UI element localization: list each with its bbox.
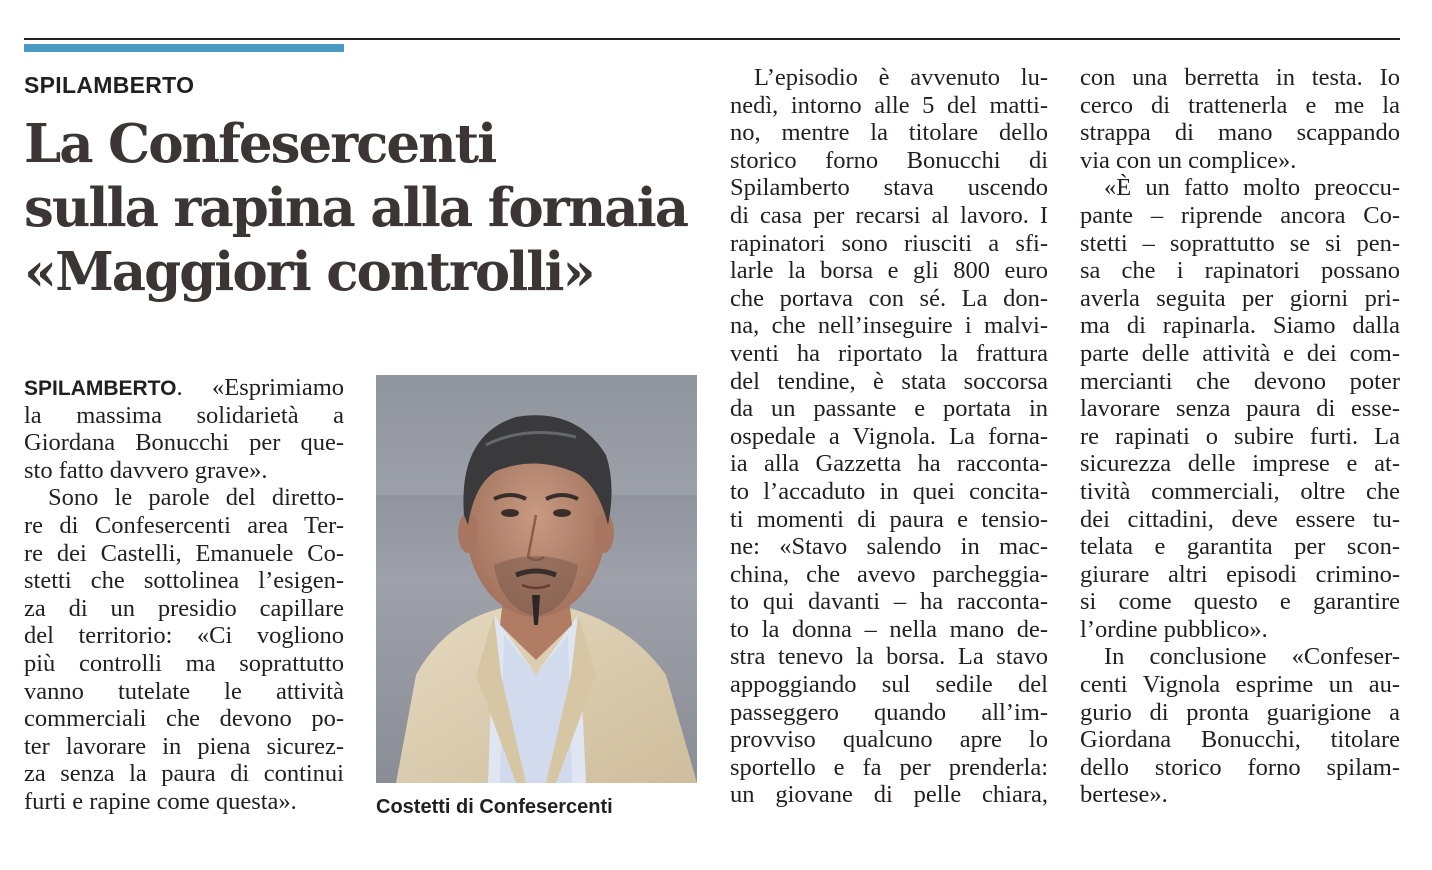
text-line: sicurezza delle imprese e at- — [1080, 450, 1400, 478]
text-line: Sono le parole del diretto- — [48, 484, 344, 512]
text-line: l’ordine pubblico». — [1080, 615, 1268, 643]
text-line: Giordana Bonucchi per que- — [24, 429, 344, 457]
article-column-1 — [24, 374, 344, 816]
portrait-illustration — [376, 375, 697, 783]
text-line: re rapinati o subire furti. La — [1080, 422, 1400, 450]
headline — [24, 112, 714, 304]
text-line: sportello e fa per prenderla: — [730, 753, 1048, 781]
text-line: L’episodio è avvenuto lu- — [754, 64, 1048, 91]
headline-line-3: «Maggiori controlli» — [24, 241, 594, 303]
text-line: pante – riprende ancora Co- — [1080, 201, 1400, 229]
text-line: cerco di trattenerla e me la — [1080, 91, 1400, 119]
text-line: ospedale a Vignola. La forna- — [730, 422, 1048, 450]
text-line: china, che avevo parcheggia- — [730, 560, 1048, 588]
text-line: furti e rapine come questa». — [24, 787, 297, 815]
text-line-fragment: . «Esprimiamo — [176, 374, 344, 401]
text-line: con una berretta in testa. Io — [1080, 64, 1400, 91]
text-line: tività commerciali, oltre che — [1080, 477, 1400, 505]
text-line: telata e garantita per scon- — [1080, 533, 1400, 561]
text-line: ti momenti di paura e tensio- — [730, 505, 1048, 533]
text-line: la massima solidarietà a — [24, 401, 344, 429]
text-line: In conclusione «Confeser- — [1104, 643, 1400, 671]
text-line: un giovane di pelle chiara, — [730, 781, 1048, 809]
text-line: si come questo e garantire — [1080, 588, 1400, 616]
text-line: ter lavorare in piena sicurez- — [24, 732, 344, 760]
article-column-2 — [730, 64, 1048, 809]
text-line: storico forno Bonucchi di — [730, 146, 1048, 174]
text-line: bertese». — [1080, 781, 1168, 809]
text-line: appoggiando sul sedile del — [730, 671, 1048, 699]
text-line: «È un fatto molto preoccu- — [1104, 174, 1400, 202]
text-line: larle la borsa e gli 800 euro — [730, 257, 1048, 285]
text-line: sto fatto davvero grave». — [24, 456, 268, 484]
text-line: Giordana Bonucchi, titolare — [1080, 726, 1400, 754]
text-line: na, che nell’inseguire i malvi- — [730, 312, 1048, 340]
section-accent-bar — [24, 44, 344, 52]
text-line: ma di rapinarla. Siamo dalla — [1080, 312, 1400, 340]
text-line: venti ha riportato la frattura — [730, 339, 1048, 367]
text-line: za senza la paura di continui — [24, 760, 344, 788]
text-line: Spilamberto stava uscendo — [730, 174, 1048, 202]
text-line: che portava con sé. La don- — [730, 284, 1048, 312]
text-line: ia alla Gazzetta ha racconta- — [730, 450, 1048, 478]
text-line: mercianti che devono poter — [1080, 367, 1400, 395]
text-line: dello storico forno spilam- — [1080, 753, 1400, 781]
headline-line-1: La Confesercenti — [24, 113, 496, 175]
text-line: to l’accaduto in quei concita- — [730, 477, 1048, 505]
text-line: commerciali che devono po- — [24, 705, 344, 733]
text-line: centi Vignola esprime un au- — [1080, 671, 1400, 699]
text-line: passeggero quando all’im- — [730, 698, 1048, 726]
text-line: to la donna – nella mano de- — [730, 615, 1048, 643]
text-line: ne: «Stavo salendo in mac- — [730, 533, 1048, 561]
text-line: più controlli ma soprattutto — [24, 649, 344, 677]
text-line: averla seguita per giorni pri- — [1080, 284, 1400, 312]
text-line: stetti che sottolinea l’esigen- — [24, 567, 344, 595]
text-line: dei cittadini, deve essere tu- — [1080, 505, 1400, 533]
dateline: SPILAMBERTO — [24, 377, 177, 400]
photo-caption: Costetti di Confesercenti — [376, 796, 613, 818]
text-line: gurio di pronta guarigione a — [1080, 698, 1400, 726]
text-line: del territorio: «Ci vogliono — [24, 622, 344, 650]
text-line: to qui davanti – ha racconta- — [730, 588, 1048, 616]
text-line: rapinatori sono riusciti a sfi- — [730, 229, 1048, 257]
text-line — [24, 374, 344, 402]
portrait-photo — [376, 375, 697, 783]
text-line: stra tenevo la borsa. La stavo — [730, 643, 1048, 671]
text-line: strappa di mano scappando — [1080, 119, 1400, 147]
text-line: giurare altri episodi criminо- — [1080, 560, 1400, 588]
text-line: parte delle attività e dei com- — [1080, 339, 1400, 367]
text-line: di casa per recarsi al lavoro. I — [730, 201, 1048, 229]
text-line: no, mentre la titolare dello — [730, 119, 1048, 147]
section-label: SPILAMBERTO — [24, 72, 195, 98]
text-line: stetti – soprattutto se si pen- — [1080, 229, 1400, 257]
text-line: vanno tutelate le attività — [24, 677, 344, 705]
text-line: provviso qualcuno apre lo — [730, 726, 1048, 754]
article-column-3 — [1080, 64, 1400, 809]
text-line: za di un presidio capillare — [24, 594, 344, 622]
text-line: sa che i rapinatori possano — [1080, 257, 1400, 285]
headline-line-2: sulla rapina alla fornaia — [24, 177, 688, 239]
text-line: del tendine, è stata soccorsa — [730, 367, 1048, 395]
text-line: nedì, intorno alle 5 del matti- — [730, 91, 1048, 119]
text-line: da un passante e portata in — [730, 395, 1048, 423]
text-line: via con un complice». — [1080, 146, 1297, 174]
top-rule — [24, 38, 1400, 40]
text-line: lavorare senza paura di esse- — [1080, 395, 1400, 423]
text-line: re di Confesercenti area Ter- — [24, 511, 344, 539]
text-line: re dei Castelli, Emanuele Co- — [24, 539, 344, 567]
